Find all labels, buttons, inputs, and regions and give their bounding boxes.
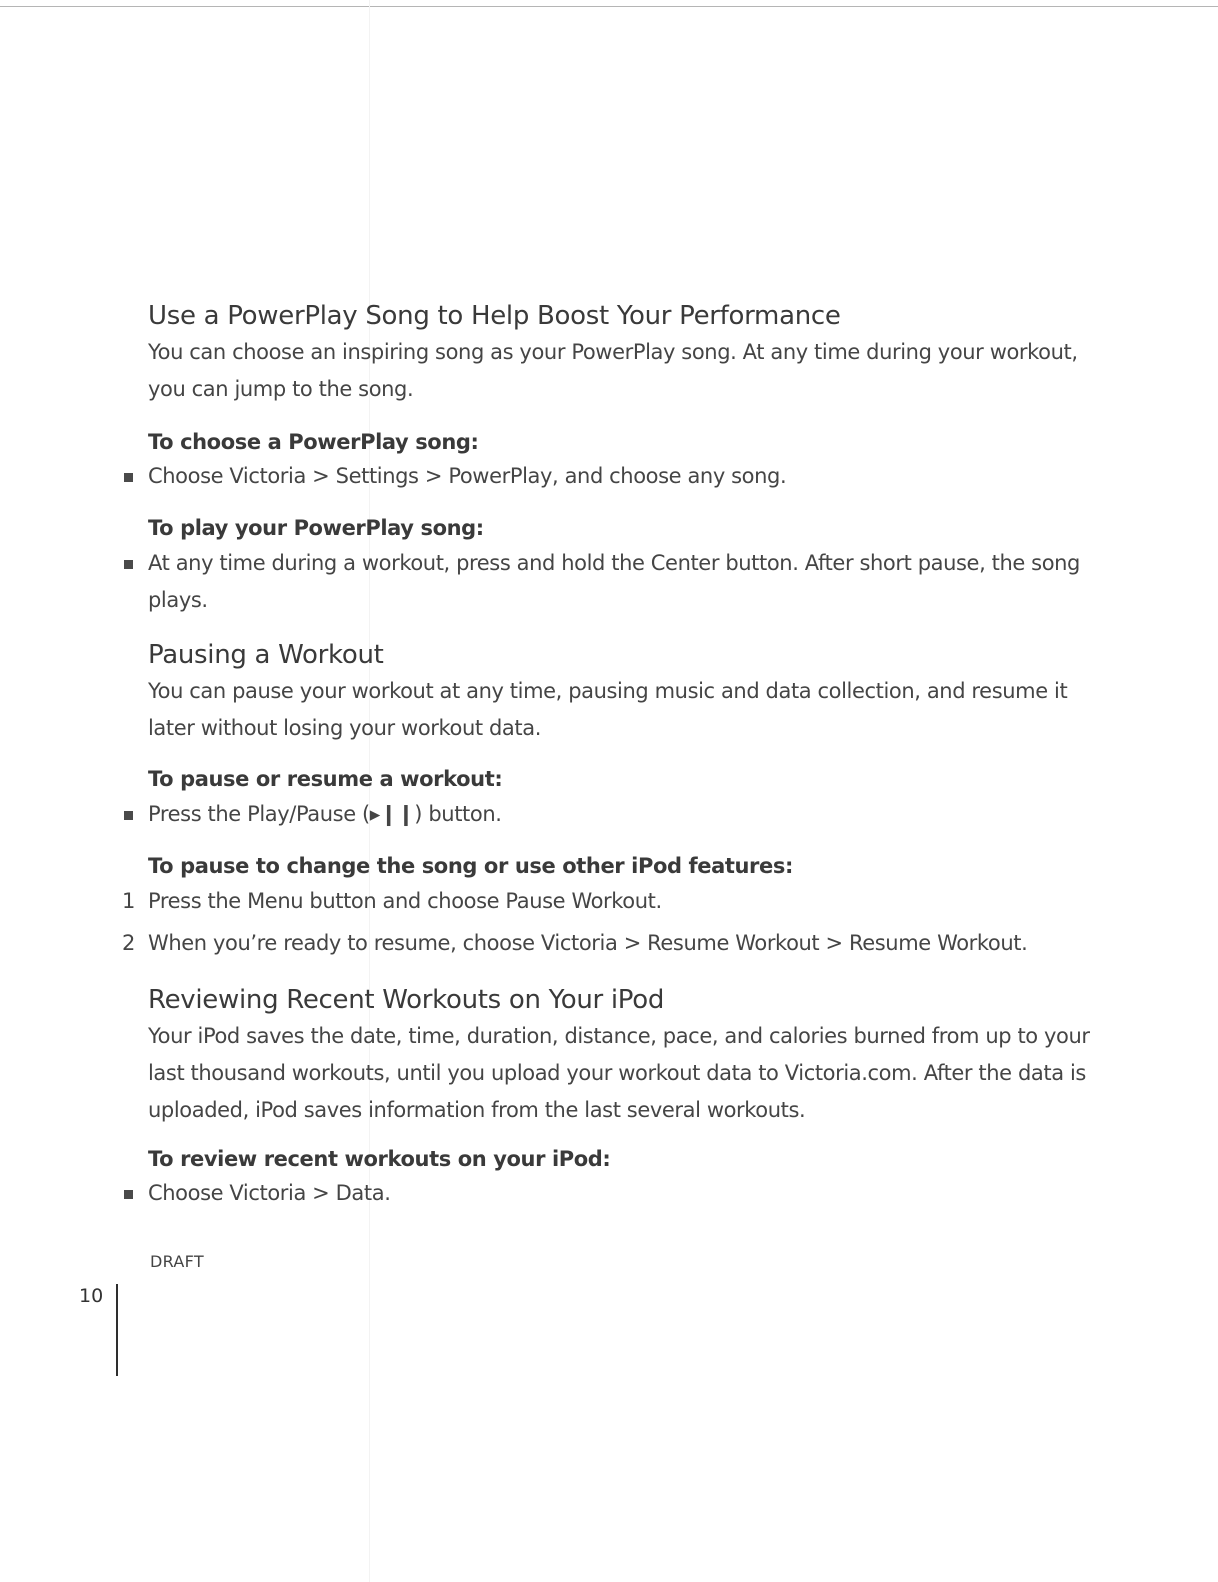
section-body: You can pause your workout at any time, pausing music and data collection, and resume it later without losing your workout data. [148, 679, 1068, 740]
list-item-text: Choose Victoria > Data. [148, 1181, 391, 1205]
list-item [148, 1175, 1108, 1212]
task-review-workouts [148, 1144, 1108, 1174]
bullet-icon [124, 811, 133, 820]
task-title: To pause or resume a workout: [148, 767, 503, 791]
task-title: To play your PowerPlay song: [148, 516, 484, 540]
list-item-text: When you’re ready to resume, choose Victoria > Resume Workout > Resume Workout. [148, 931, 1028, 955]
task-choose-powerplay [148, 427, 1108, 457]
section-body: Your iPod saves the date, time, duration, distance, pace, and calories burned from up to your last thousand workouts, until you upload your workout data to Victoria.com. After the data is uploaded, iPod saves information from the last several workouts. [148, 1024, 1090, 1122]
page-number: 10 [79, 1285, 104, 1307]
task-title: To choose a PowerPlay song: [148, 430, 479, 454]
section-heading: Pausing a Workout [148, 640, 384, 670]
list-item-text: At any time during a workout, press and hold the Center button. After short pause, the song plays. [148, 551, 1080, 612]
task-play-powerplay [148, 513, 1108, 543]
list-item-text: Choose Victoria > Settings > PowerPlay, and choose any song. [148, 464, 787, 488]
task-pause-change [148, 851, 1108, 881]
section-heading: Use a PowerPlay Song to Help Boost Your Performance [148, 301, 841, 331]
section-pausing [148, 637, 1108, 747]
draft-label: DRAFT [150, 1252, 204, 1271]
section-heading: Reviewing Recent Workouts on Your iPod [148, 985, 665, 1015]
list-item-text: Press the Play/Pause (▸❙❙) button. [148, 802, 502, 826]
list-item [148, 458, 1108, 495]
section-body: You can choose an inspiring song as your PowerPlay song. At any time during your workout, you can jump to the song. [148, 340, 1078, 401]
list-item [148, 796, 1108, 833]
step-number: 1 [122, 889, 135, 913]
section-reviewing [148, 982, 1108, 1129]
list-item-text: Press the Menu button and choose Pause Workout. [148, 889, 662, 913]
task-title: To review recent workouts on your iPod: [148, 1147, 611, 1171]
step-number: 2 [122, 931, 135, 955]
list-item [122, 925, 1108, 962]
page-number-rule [116, 1284, 118, 1376]
task-title: To pause to change the song or use other iPod features: [148, 854, 793, 878]
list-item [122, 883, 1108, 920]
bullet-icon [124, 473, 133, 482]
top-rule [0, 6, 1218, 7]
section-powerplay [148, 298, 1108, 408]
list-item [148, 545, 1108, 619]
bullet-icon [124, 560, 133, 569]
bullet-icon [124, 1190, 133, 1199]
task-pause-resume [148, 764, 1108, 794]
